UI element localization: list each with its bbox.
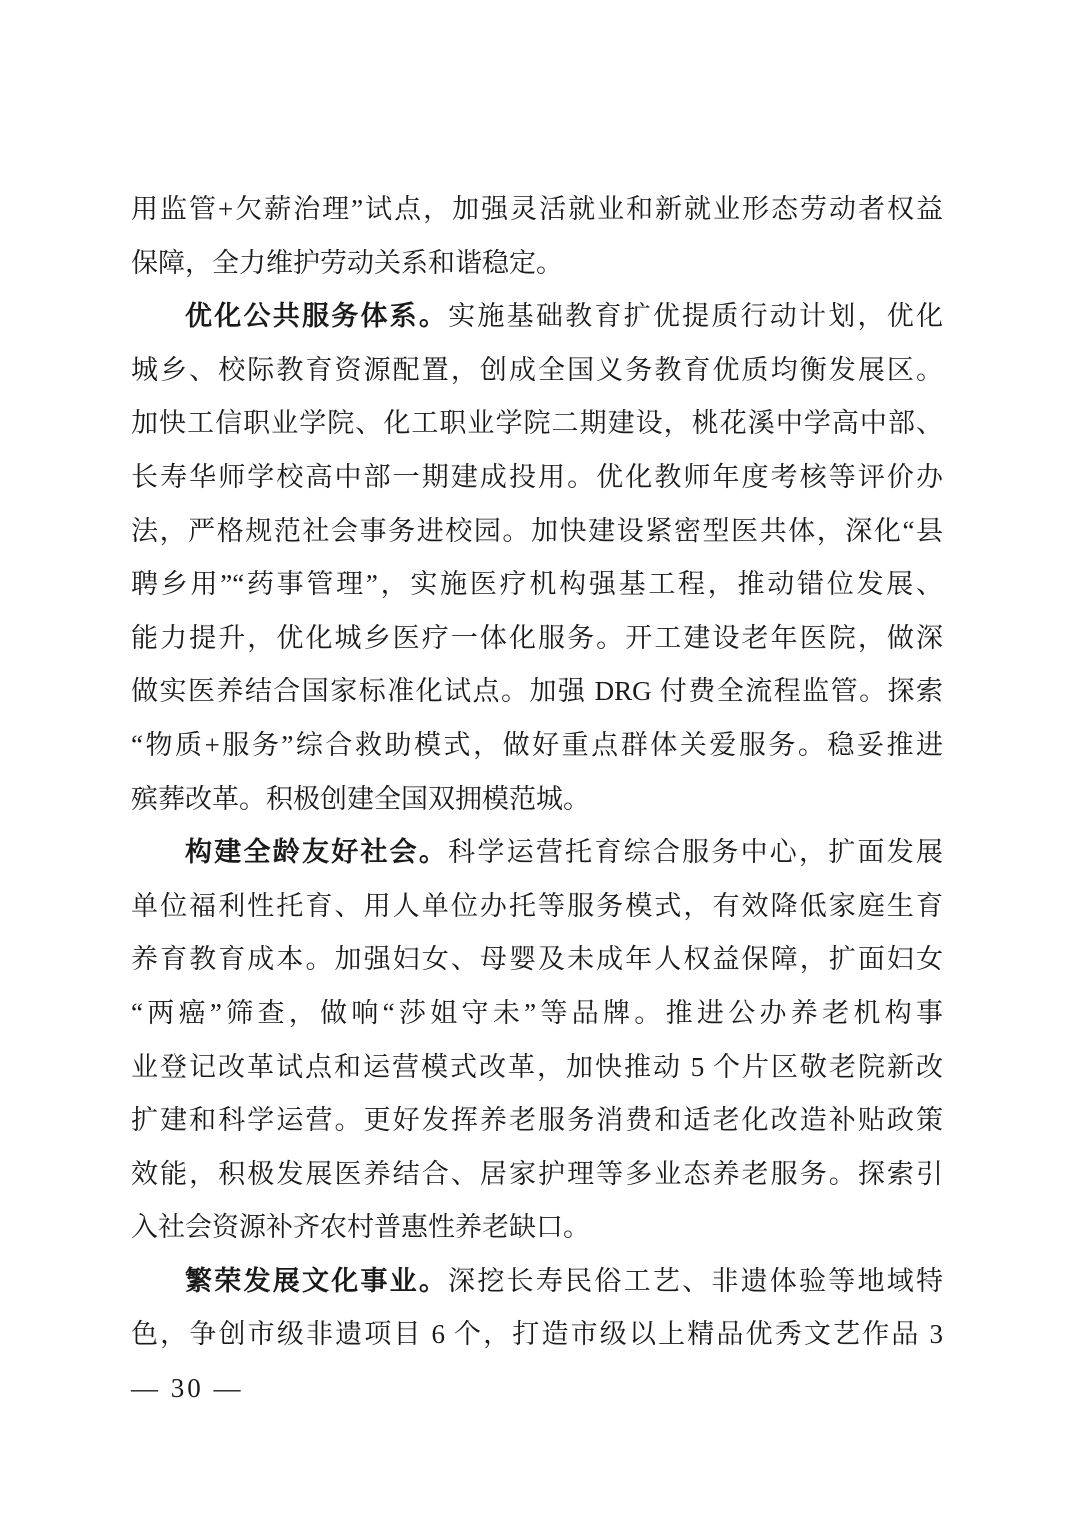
body-line: 殡葬改革。积极创建全国双拥模范城。 — [131, 783, 590, 814]
document-body — [131, 183, 943, 1362]
paragraph-lead: 优化公共服务体系。 — [185, 301, 449, 332]
body-line: 法，严格规范社会事务进校园。加快建设紧密型医共体，深化“县 — [131, 515, 943, 546]
body-line: 保障，全力维护劳动关系和谐稳定。 — [131, 247, 563, 278]
page-footer — [131, 1368, 244, 1408]
body-line: “物质+服务”综合救助模式，做好重点群体关爱服务。稳妥推进 — [131, 729, 943, 760]
body-line: 入社会资源补齐农村普惠性养老缺口。 — [131, 1212, 590, 1243]
body-line: 长寿华师学校高中部一期建成投用。优化教师年度考核等评价办 — [131, 461, 943, 492]
body-line: 加快工信职业学院、化工职业学院二期建设，桃花溪中学高中部、 — [131, 408, 943, 439]
page-number: — 30 — — [131, 1373, 244, 1403]
body-line: 养育教育成本。加强妇女、母婴及未成年人权益保障，扩面妇女 — [131, 944, 943, 975]
body-line: 效能，积极发展医养结合、居家护理等多业态养老服务。探索引 — [131, 1158, 943, 1189]
body-line: 能力提升，优化城乡医疗一体化服务。开工建设老年医院，做深 — [131, 622, 943, 653]
body-line: 优化公共服务体系。实施基础教育扩优提质行动计划，优化 — [185, 301, 943, 332]
body-line: 色，争创市级非遗项目 6 个，打造市级以上精品优秀文艺作品 3 — [131, 1319, 943, 1350]
body-line: 构建全龄友好社会。科学运营托育综合服务中心，扩面发展 — [185, 837, 943, 868]
body-line: 城乡、校际教育资源配置，创成全国义务教育优质均衡发展区。 — [131, 354, 943, 385]
body-line: “两癌”筛查，做响“莎姐守未”等品牌。推进公办养老机构事 — [131, 997, 943, 1028]
body-line: 扩建和科学运营。更好发挥养老服务消费和适老化改造补贴政策 — [131, 1105, 943, 1136]
paragraph-lead: 繁荣发展文化事业。 — [185, 1265, 449, 1296]
paragraph-lead: 构建全龄友好社会。 — [185, 837, 449, 868]
body-line: 业登记改革试点和运营模式改革，加快推动 5 个片区敬老院新改 — [131, 1051, 943, 1082]
body-line: 用监管+欠薪治理”试点，加强灵活就业和新就业形态劳动者权益 — [131, 194, 943, 224]
body-line: 繁荣发展文化事业。深挖长寿民俗工艺、非遗体验等地域特 — [185, 1265, 943, 1296]
body-line: 单位福利性托育、用人单位办托等服务模式，有效降低家庭生育 — [131, 890, 943, 921]
body-line: 做实医养结合国家标准化试点。加强 DRG 付费全流程监管。探索 — [131, 676, 943, 707]
body-line: 聘乡用”“药事管理”，实施医疗机构强基工程，推动错位发展、 — [131, 569, 943, 600]
